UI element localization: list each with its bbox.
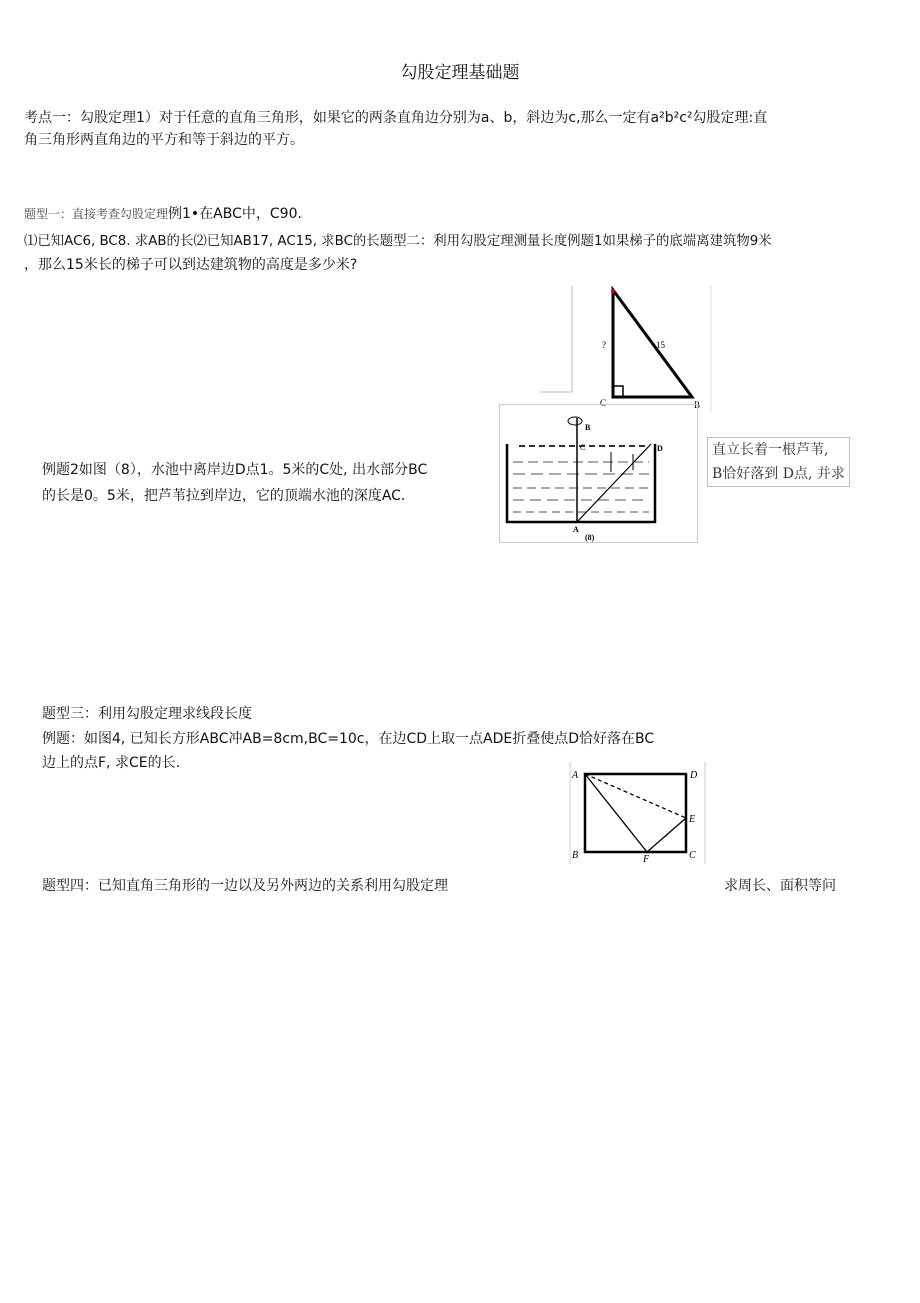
label-D: D (690, 770, 698, 781)
label-B: B (585, 423, 591, 432)
label-D: D (657, 444, 663, 453)
label-height: ? (602, 340, 606, 350)
tixing3-line2: 边上的点F, 求CE的长. (42, 755, 181, 771)
rectangle-ABCD (585, 774, 686, 852)
reed-sidebox (707, 437, 850, 487)
pond-reed-figure (499, 404, 699, 544)
label-F: F (643, 854, 650, 864)
label-B: B (572, 850, 579, 861)
ladder-triangle-figure (540, 286, 720, 412)
sidebox-line2: B恰好落到 D点, 并求 (712, 466, 845, 482)
tixing1-question-line2: ，那么15米长的梯子可以到达建筑物的高度是多少米? (24, 257, 358, 273)
tixing3-line1: 例题：如图4, 已知长方形ABC冲AB=8cm,BC=10c，在边CD上取一点ADE折叠使点D恰好落在BC (42, 731, 655, 747)
label-C: C (689, 850, 696, 861)
label-B: B (694, 400, 701, 410)
sidebox-line1: 直立长着一根芦苇, (712, 442, 829, 458)
tixing1-line (24, 202, 302, 226)
kaodian-line2: 角三角形两直角边的平方和等于斜边的平方。 (24, 132, 304, 148)
label-E: E (689, 814, 696, 825)
label-A: A (572, 770, 579, 781)
triangle-shape (613, 290, 692, 397)
tixing1-prefix: 题型一：直接考查勾股定理 (24, 207, 169, 221)
tixing4-right: 求周长、面积等问 (724, 878, 836, 894)
label-C: C (600, 398, 607, 408)
kaodian-line1: 考点一：勾股定理1）对于任意的直角三角形，如果它的两条直角边分别为a、b，斜边为c,那么一定有a²b²c²勾股定理:直 (24, 110, 768, 126)
example2-line1: 例题2如图（8），水池中离岸边D点1。5米的C处, 出水部分BC (42, 462, 428, 478)
example2-line2: 的长是0。5米，把芦苇拉到岸边，它的顶端水池的深度AC. (42, 488, 406, 504)
figure-caption: (8) (585, 533, 595, 542)
segment-AF (585, 774, 647, 852)
label-side-15: 15 (656, 340, 665, 350)
tixing4-left: 题型四：已知直角三角形的一边以及另外两边的关系利用勾股定理 (42, 878, 448, 894)
rectangle-fold-figure (569, 762, 709, 864)
page-title: 勾股定理基础题 (400, 63, 520, 83)
tixing1-question-line1: ⑴已知AC6, BC8. 求AB的长⑵已知AB17, AC15, 求BC的长题型二：利用勾股定理测量长度例题1如果梯子的底端离建筑物9米 (24, 234, 772, 249)
tixing1-rest: 例1•在ABC中，C90. (168, 206, 302, 222)
segment-FE (647, 818, 686, 852)
label-A: A (573, 525, 579, 534)
fold-line-AE (585, 774, 686, 818)
label-C: C (580, 443, 586, 452)
reed-bent (577, 444, 651, 522)
tixing3-heading: 题型三：利用勾股定理求线段长度 (42, 706, 252, 722)
